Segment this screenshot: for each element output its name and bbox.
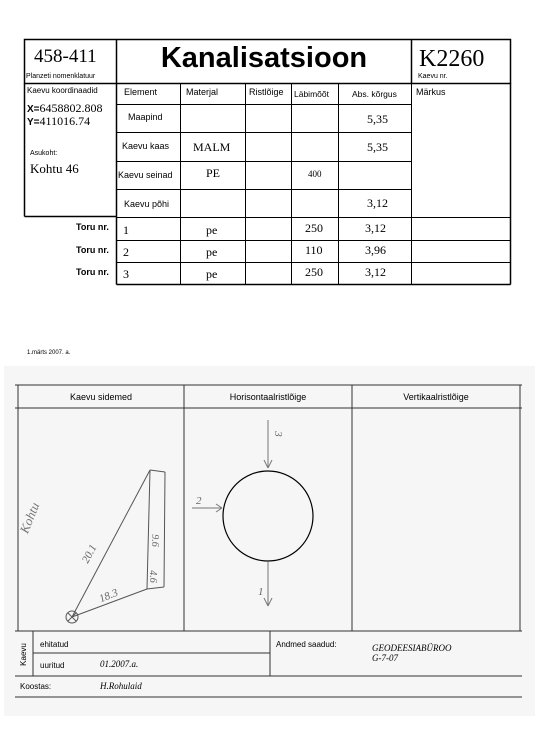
sketch-label-pipe-bottom: 1 [258, 586, 264, 598]
footer-compiled-value: H.Rohulaid [100, 681, 142, 691]
location-value: Kohtu 46 [30, 161, 79, 176]
header-diameter: Läbimõõt [294, 89, 329, 99]
sheet-code-label: Planzeti nomenklatuur [26, 73, 96, 80]
date-note: 1.märts 2007. a. [27, 350, 71, 356]
coord-y-prefix: Y= [27, 117, 40, 128]
pipe-number-3: 3 [123, 267, 129, 281]
well-number: K2260 [419, 46, 485, 72]
footer-measured-value: 01.2007.a. [100, 659, 139, 669]
footer-data-from-value: GEODEESIABÜROO [372, 643, 452, 653]
footer-compiled-label: Koostas: [20, 682, 52, 691]
pipe-diameter-1: 250 [305, 221, 323, 235]
row-element-maapind: Maapind [128, 112, 163, 122]
row-height-pohi: 3,12 [367, 196, 388, 210]
pipe-height-1: 3,12 [365, 221, 386, 235]
pipe-material-2: pe [206, 245, 218, 259]
header-cross-section: Ristlõige [249, 87, 284, 97]
col-vertical-title: Vertikaalristlõige [403, 392, 469, 402]
sketch-label-side1: 9.6 [148, 534, 160, 547]
sketch-label-dist2: 18.3 [97, 586, 120, 606]
pipe-number-2: 2 [123, 245, 129, 259]
footer-measured-label: uuritud [40, 661, 65, 670]
coord-x-value: 6458802.808 [39, 101, 103, 115]
row-height-kaas: 5,35 [367, 140, 388, 154]
header-element: Element [124, 87, 158, 97]
footer-kaevu-label: Kaevu [18, 643, 28, 666]
well-number-label: Kaevu nr. [418, 73, 448, 80]
header-material: Materjal [186, 87, 219, 97]
footer-data-from-code: G-7-07 [372, 653, 398, 663]
location-label: Asukoht: [30, 150, 58, 157]
header-abs-height: Abs. kõrgus [352, 89, 397, 99]
coord-x-prefix: X= [27, 104, 40, 115]
form-title: Kanalisatsioon [160, 42, 368, 74]
coordinates-label: Kaevu koordinaadid [27, 86, 98, 95]
sketch-label-dist1: 20.1 [79, 542, 100, 566]
pipe-label-1: Toru nr. [76, 222, 109, 232]
row-element-seinad: Kaevu seinad [118, 170, 173, 180]
pipe-number-1: 1 [123, 223, 129, 237]
pipe-material-1: pe [206, 223, 218, 237]
sketch-label-pipe-top: 3 [271, 431, 284, 437]
pipe-label-2: Toru nr. [76, 245, 109, 255]
sketch-label-kohtu: Kohtu [16, 500, 43, 536]
col-ties-title: Kaevu sidemed [69, 392, 133, 402]
horizontal-section-sketch [223, 471, 313, 561]
sketch-label-pipe-left: 2 [196, 495, 202, 507]
row-height-maapind: 5,35 [367, 112, 388, 126]
pipe-material-3: pe [206, 267, 218, 281]
pipe-label-3: Toru nr. [76, 267, 109, 277]
sketch-label-side2: 4.6 [146, 570, 158, 583]
sheet-code: 458-411 [34, 46, 97, 67]
pipe-diameter-2: 110 [305, 243, 323, 257]
pipe-diameter-3: 250 [305, 265, 323, 279]
row-element-pohi: Kaevu põhi [124, 199, 170, 209]
row-material-seinad: PE [206, 166, 221, 180]
pipe-height-3: 3,12 [365, 265, 386, 279]
pipe-height-2: 3,96 [365, 243, 386, 257]
row-element-kaas: Kaevu kaas [122, 141, 170, 151]
coord-y-value: 411016.74 [39, 114, 91, 128]
header-notes: Märkus [416, 87, 446, 97]
col-horizontal-title: Horisontaalristlõige [229, 392, 307, 402]
row-material-kaas: MALM [193, 140, 231, 154]
footer-data-from-label: Andmed saadud: [276, 640, 337, 649]
row-diameter-seinad: 400 [308, 169, 322, 179]
footer-built-label: ehitatud [40, 640, 69, 649]
